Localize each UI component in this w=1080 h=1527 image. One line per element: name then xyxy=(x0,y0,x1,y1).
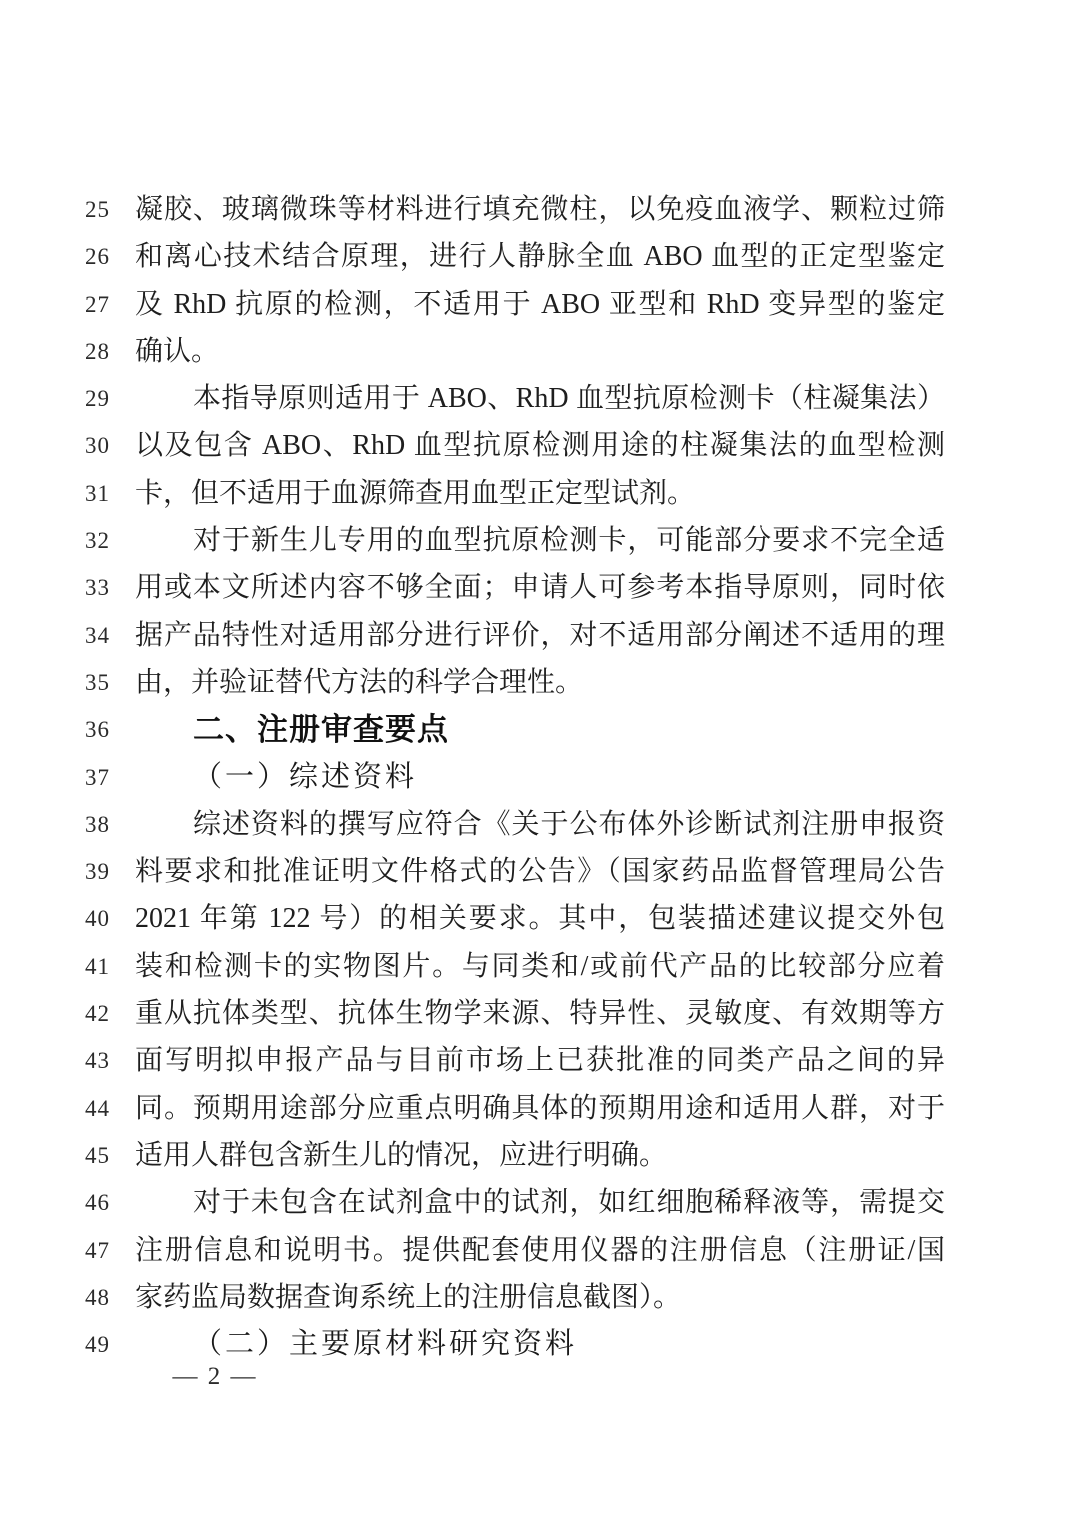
line-number: 48 xyxy=(85,1284,110,1310)
document-line xyxy=(0,943,1080,990)
line-text: 由，并验证替代方法的科学合理性。 xyxy=(135,666,584,698)
line-text: 对于新生儿专用的血型抗原检测卡，可能部分要求不完全适 xyxy=(193,525,945,557)
line-number: 40 xyxy=(85,906,110,932)
document-line xyxy=(0,375,1080,422)
document-line xyxy=(0,233,1080,280)
line-text: 凝胶、玻璃微珠等材料进行填充微柱，以免疫血液学、颗粒过筛 xyxy=(135,194,945,225)
line-number: 32 xyxy=(85,528,110,554)
line-text: 用或本文所述内容不够全面；申请人可参考本指导原则，同时依 xyxy=(135,572,945,604)
line-text: 二、注册审查要点 xyxy=(193,712,449,748)
document-line xyxy=(0,754,1080,801)
line-text: 料要求和批准证明文件格式的公告》（国家药品监督管理局公告 xyxy=(135,856,945,888)
line-text: 注册信息和说明书。提供配套使用仪器的注册信息（注册证/国 xyxy=(135,1234,945,1266)
line-text: 据产品特性对适用部分进行评价，对不适用部分阐述不适用的理 xyxy=(135,619,945,651)
line-number: 31 xyxy=(85,480,110,506)
document-line xyxy=(0,895,1080,942)
line-text: 面写明拟申报产品与目前市场上已获批准的同类产品之间的异 xyxy=(135,1045,945,1077)
line-number: 42 xyxy=(85,1001,110,1027)
document-line xyxy=(0,564,1080,611)
document-line xyxy=(0,422,1080,469)
line-number: 26 xyxy=(85,244,110,270)
line-text: 和离心技术结合原理，进行人静脉全血 ABO 血型的正定型鉴定 xyxy=(135,241,945,273)
line-number: 43 xyxy=(85,1048,110,1074)
line-number: 34 xyxy=(85,622,110,648)
line-text: 装和检测卡的实物图片。与同类和/或前代产品的比较部分应着 xyxy=(135,950,945,982)
line-text: （二）主要原材料研究资料 xyxy=(193,1328,578,1361)
line-number: 35 xyxy=(85,669,110,695)
document-line xyxy=(0,1132,1080,1179)
line-text: 家药监局数据查询系统上的注册信息截图）。 xyxy=(135,1281,682,1313)
line-number: 46 xyxy=(85,1190,110,1216)
line-text: 适用人群包含新生儿的情况，应进行明确。 xyxy=(135,1139,668,1171)
document-line xyxy=(0,328,1080,375)
line-text: 重从抗体类型、抗体生物学来源、特异性、灵敏度、有效期等方 xyxy=(135,998,945,1030)
document-line xyxy=(0,1227,1080,1274)
line-number: 37 xyxy=(85,764,110,790)
document-line xyxy=(0,801,1080,848)
document-line xyxy=(0,1085,1080,1132)
line-number: 29 xyxy=(85,386,110,412)
document-line xyxy=(0,1321,1080,1368)
page-number: — 2 — xyxy=(172,1363,258,1390)
document-lines xyxy=(0,186,1080,1368)
document-line xyxy=(0,848,1080,895)
line-number: 30 xyxy=(85,433,110,459)
document-line xyxy=(0,612,1080,659)
line-text: （一）综述资料 xyxy=(193,760,418,793)
line-number: 47 xyxy=(85,1237,110,1263)
line-text: 2021 年第 122 号）的相关要求。其中，包装描述建议提交外包 xyxy=(135,903,945,935)
document-line xyxy=(0,1037,1080,1084)
document-line xyxy=(0,470,1080,517)
line-number: 45 xyxy=(85,1142,110,1168)
line-number: 28 xyxy=(85,338,110,364)
document-line xyxy=(0,990,1080,1037)
line-number: 38 xyxy=(85,811,110,837)
line-text: 及 RhD 抗原的检测，不适用于 ABO 亚型和 RhD 变异型的鉴定 xyxy=(135,288,945,320)
line-number: 49 xyxy=(85,1332,110,1358)
line-number: 36 xyxy=(85,717,110,743)
line-text: 对于未包含在试剂盒中的试剂，如红细胞稀释液等，需提交 xyxy=(193,1187,945,1219)
line-text: 本指导原则适用于 ABO、RhD 血型抗原检测卡（柱凝集法） xyxy=(193,383,945,415)
line-text: 确认。 xyxy=(135,335,220,367)
document-line xyxy=(0,281,1080,328)
line-number: 25 xyxy=(85,197,110,222)
document-line xyxy=(0,517,1080,564)
document-line xyxy=(0,659,1080,706)
line-text: 卡，但不适用于血源筛查用血型正定型试剂。 xyxy=(135,477,696,509)
line-number: 44 xyxy=(85,1095,110,1121)
document-line xyxy=(0,186,1080,233)
document-line xyxy=(0,1274,1080,1321)
line-number: 41 xyxy=(85,953,110,979)
line-text: 以及包含 ABO、RhD 血型抗原检测用途的柱凝集法的血型检测 xyxy=(135,430,945,462)
line-number: 27 xyxy=(85,291,110,317)
document-line xyxy=(0,706,1080,753)
document-line xyxy=(0,1179,1080,1226)
line-text: 同。预期用途部分应重点明确具体的预期用途和适用人群，对于 xyxy=(135,1092,945,1124)
line-number: 39 xyxy=(85,859,110,885)
line-text: 综述资料的撰写应符合《关于公布体外诊断试剂注册申报资 xyxy=(193,808,945,840)
line-number: 33 xyxy=(85,575,110,601)
